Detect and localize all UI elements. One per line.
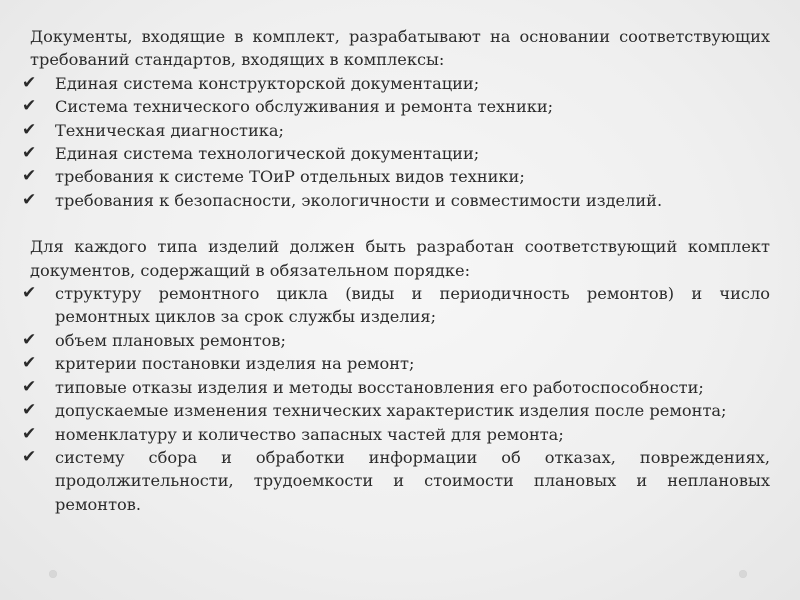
checkmark-icon: ✔	[22, 283, 37, 304]
list-item	[22, 95, 770, 118]
checkmark-icon: ✔	[22, 423, 37, 444]
list-item	[22, 142, 770, 165]
section1-intro: Документы, входящие в комплект, разрабатывают на основании соответствующих требований стандартов, входящих в комплексы:	[30, 27, 770, 70]
list-item-text: номенклатуру и количество запасных частей для ремонта;	[55, 424, 564, 444]
list-item-text: объем плановых ремонтов;	[55, 330, 286, 350]
checkmark-icon: ✔	[22, 329, 37, 350]
section2-intro: Для каждого типа изделий должен быть разработан соответствующий комплект документов, содержащий в обязательном порядке:	[30, 237, 770, 280]
list-item	[22, 446, 770, 516]
list-item-text: требования к безопасности, экологичности и совместимости изделий.	[55, 190, 663, 210]
list-item-text: систему сбора и обработки информации об отказах, повреждениях, продолжительности, трудоемкости и стоимости плановых и неплановых ремонтов.	[55, 447, 770, 514]
checkmark-icon: ✔	[22, 446, 37, 467]
slide-content	[22, 25, 770, 516]
checkmark-icon: ✔	[22, 400, 37, 421]
list-item-text: структуру ремонтного цикла (виды и периодичность ремонтов) и число ремонтных циклов за срок службы изделия;	[55, 284, 770, 327]
list-item	[22, 282, 770, 329]
checkmark-icon: ✔	[22, 119, 37, 140]
section2-list	[22, 282, 770, 516]
list-item-text: Единая система технологической документации;	[55, 144, 480, 164]
list-item-text: Техническая диагностика;	[55, 120, 285, 140]
list-item	[22, 352, 770, 375]
list-item	[22, 165, 770, 188]
list-item-text: Система технического обслуживания и ремонта техники;	[55, 97, 554, 117]
list-item	[22, 189, 770, 212]
list-item-text: типовые отказы изделия и методы восстановления его работоспособности;	[55, 377, 704, 397]
corner-dot-left	[49, 570, 57, 578]
list-item	[22, 423, 770, 446]
list-item	[22, 119, 770, 142]
section1-list	[22, 72, 770, 212]
checkmark-icon: ✔	[22, 189, 37, 210]
list-item-text: Единая система конструкторской документации;	[55, 73, 480, 93]
checkmark-icon: ✔	[22, 353, 37, 374]
checkmark-icon: ✔	[22, 72, 37, 93]
checkmark-icon: ✔	[22, 143, 37, 164]
corner-dot-right	[739, 570, 747, 578]
list-item	[22, 329, 770, 352]
list-item-text: допускаемые изменения технических характеристик изделия после ремонта;	[55, 401, 727, 421]
checkmark-icon: ✔	[22, 376, 37, 397]
list-item	[22, 72, 770, 95]
list-item	[22, 399, 770, 422]
list-item	[22, 376, 770, 399]
list-item-text: требования к системе ТОиР отдельных видов техники;	[55, 167, 525, 187]
list-item-text: критерии постановки изделия на ремонт;	[55, 354, 415, 374]
checkmark-icon: ✔	[22, 96, 37, 117]
checkmark-icon: ✔	[22, 166, 37, 187]
